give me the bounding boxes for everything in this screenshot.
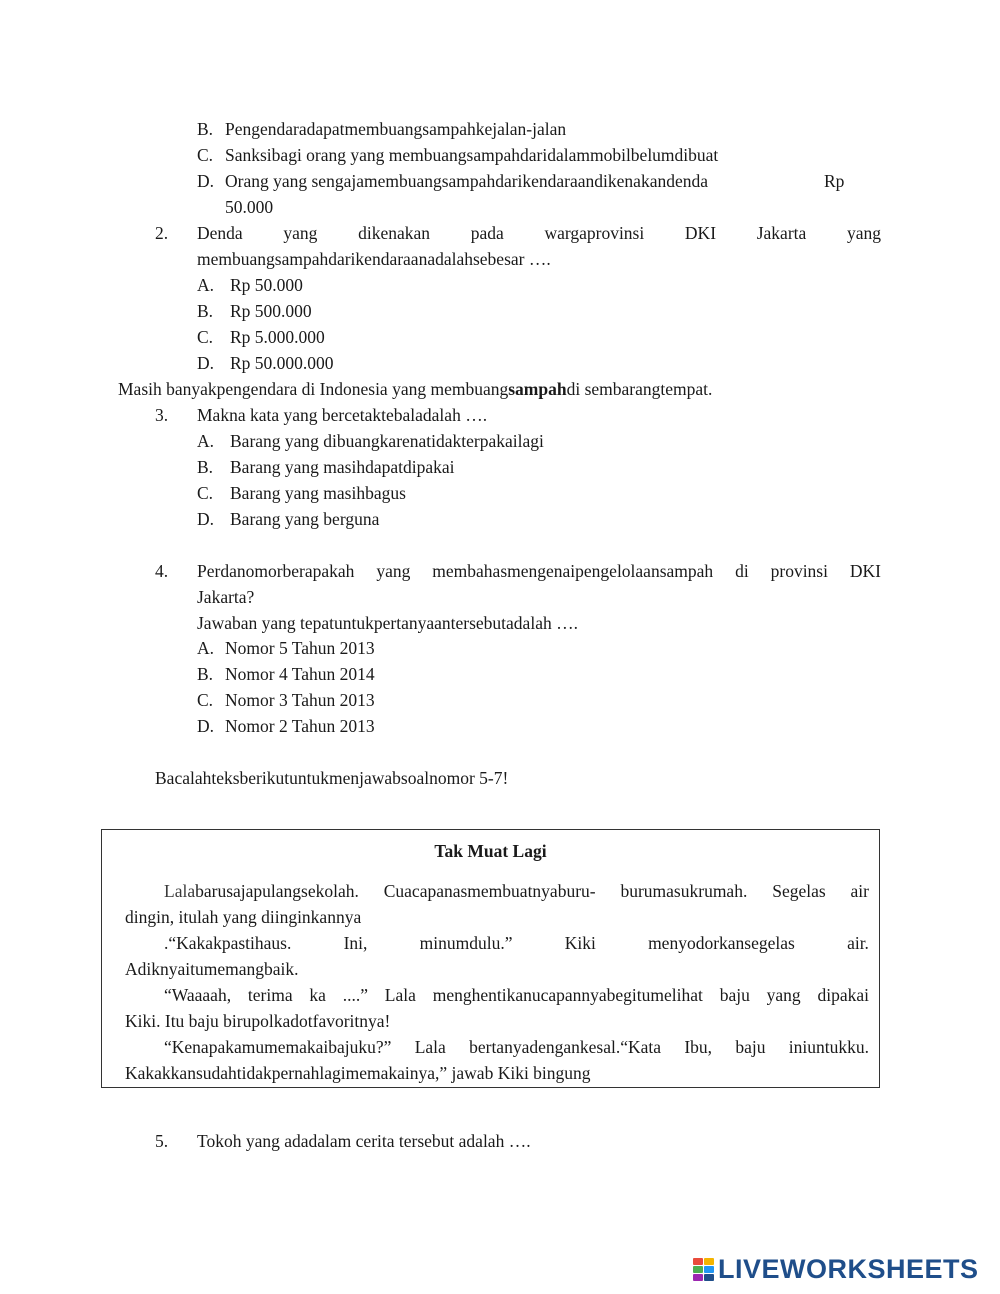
option-text: Pengendaradapatmembuangsampahkejalan-jalan bbox=[225, 119, 567, 139]
q3-option-a bbox=[197, 430, 544, 452]
option-text: Rp 50.000.000 bbox=[230, 353, 334, 373]
q2-option-a bbox=[197, 274, 303, 296]
option-text: Rp 500.000 bbox=[230, 301, 312, 321]
option-letter: C. bbox=[197, 145, 214, 165]
context-sentence bbox=[118, 378, 712, 400]
q2-word: Denda bbox=[197, 223, 243, 243]
option-text: Sanksibagi orang yang membuangsampahdaridalammobilbelumdibuat bbox=[225, 145, 719, 165]
story-p3-line2: Kiki. Itu baju birupolkadotfavoritnya! bbox=[125, 1011, 391, 1031]
logo-mark-cell bbox=[693, 1266, 703, 1273]
q2-option-d bbox=[197, 352, 334, 374]
story-word: Kiki bbox=[564, 933, 596, 953]
q3-number: 3. bbox=[155, 405, 169, 425]
option-text: Nomor 5 Tahun 2013 bbox=[225, 638, 375, 658]
option-text: Barang yang dibuangkarenatidakterpakailagi bbox=[230, 431, 544, 451]
q2-word: DKI bbox=[684, 223, 717, 243]
sentence-after: di sembarangtempat. bbox=[566, 379, 713, 399]
story-p1-line1 bbox=[164, 880, 869, 902]
q2-word: wargaprovinsi bbox=[544, 223, 645, 243]
option-text: Nomor 4 Tahun 2014 bbox=[225, 664, 375, 684]
q2-word: dikenakan bbox=[358, 223, 431, 243]
option-letter: C. bbox=[197, 483, 214, 503]
option-letter: A. bbox=[197, 275, 215, 295]
story-word: air. bbox=[847, 933, 869, 953]
q2-option-c bbox=[197, 326, 325, 348]
logo-mark-cell bbox=[693, 1274, 703, 1281]
q4-line2: Jakarta? bbox=[197, 587, 255, 607]
liveworksheets-logo bbox=[693, 1254, 979, 1284]
q4-line3: Jawaban yang tepatuntukpertanyaantersebutadalah …. bbox=[197, 613, 578, 633]
story-p1-text: barusajapulangsekolah. Cuacapanasmembuatnyaburu- burumasukrumah. Segelas air bbox=[195, 881, 869, 901]
story-name-lala: Lala bbox=[164, 881, 196, 901]
q3-option-d bbox=[197, 508, 379, 530]
q2-word: yang bbox=[846, 223, 881, 243]
option-text: Orang yang sengajamembuangsampahdarikendaraandikenakandenda bbox=[225, 171, 708, 191]
option-text: Nomor 3 Tahun 2013 bbox=[225, 690, 375, 710]
story-p3-line1: “Waaaah, terima ka ....” Lala menghentikanucapannyabegitumelihat baju yang dipakai bbox=[164, 985, 869, 1005]
liveworksheets-logo-text: LIVEWORKSHEETS bbox=[718, 1253, 979, 1284]
story-word: Ini, bbox=[343, 933, 368, 953]
story-p2-line1 bbox=[164, 932, 869, 954]
q2-word: yang bbox=[283, 223, 318, 243]
option-text: Barang yang masihbagus bbox=[230, 483, 406, 503]
q2-word: pada bbox=[470, 223, 504, 243]
logo-mark-cell bbox=[693, 1258, 703, 1265]
q4-line1: Perdanomorberapakah yang membahasmengenaipengelolaansampah di provinsi DKI bbox=[197, 561, 881, 581]
option-letter: C. bbox=[197, 690, 214, 710]
option-letter: A. bbox=[197, 431, 215, 451]
story-p4-line1: “Kenapakamumemakaibajuku?” Lala bertanyadengankesal.“Kata Ibu, baju iniuntukku. bbox=[164, 1037, 869, 1057]
q4-option-b bbox=[197, 663, 375, 685]
option-letter: D. bbox=[197, 171, 215, 191]
option-letter: B. bbox=[197, 301, 214, 321]
option-letter: B. bbox=[197, 457, 214, 477]
q2-line1 bbox=[197, 222, 881, 244]
q4-option-a bbox=[197, 637, 375, 659]
option-text: Barang yang masihdapatdipakai bbox=[230, 457, 455, 477]
q1-option-c bbox=[197, 144, 718, 166]
option-text: Rp 5.000.000 bbox=[230, 327, 325, 347]
option-text: Nomor 2 Tahun 2013 bbox=[225, 716, 375, 736]
story-p2-line2: Adiknyaitumemangbaik. bbox=[125, 959, 299, 979]
story-box bbox=[101, 829, 880, 1088]
option-letter: B. bbox=[197, 119, 214, 139]
story-title: Tak Muat Lagi bbox=[434, 841, 547, 861]
story-word: minumdulu.” bbox=[419, 933, 513, 953]
q1-option-b bbox=[197, 118, 566, 140]
story-word: .“Kakakpastihaus. bbox=[164, 933, 292, 953]
q2-word: Jakarta bbox=[756, 223, 807, 243]
q4-option-c bbox=[197, 689, 375, 711]
liveworksheets-logo-mark-icon bbox=[693, 1258, 714, 1281]
q1-option-d-tail: Rp bbox=[824, 171, 845, 191]
q5-number: 5. bbox=[155, 1131, 169, 1151]
option-letter: B. bbox=[197, 664, 214, 684]
q3-text: Makna kata yang bercetaktebaladalah …. bbox=[197, 405, 488, 425]
q5-text: Tokoh yang adadalam cerita tersebut adalah …. bbox=[197, 1131, 531, 1151]
story-p1-line2: dingin, itulah yang diinginkannya bbox=[125, 907, 362, 927]
story-p4-line2: Kakakkansudahtidakpernahlagimemakainya,” jawab Kiki bingung bbox=[125, 1063, 591, 1083]
option-letter: D. bbox=[197, 509, 215, 529]
q1-option-d bbox=[197, 170, 708, 192]
q3-option-b bbox=[197, 456, 455, 478]
story-word: menyodorkansegelas bbox=[648, 933, 795, 953]
option-text: Barang yang berguna bbox=[230, 509, 380, 529]
q2-number: 2. bbox=[155, 223, 169, 243]
q2-line2: membuangsampahdarikendaraanadalahsebesar …. bbox=[197, 249, 551, 269]
option-letter: C. bbox=[197, 327, 214, 347]
q4-option-d bbox=[197, 715, 375, 737]
option-text: Rp 50.000 bbox=[230, 275, 303, 295]
reading-instruction: Bacalahteksberikutuntukmenjawabsoalnomor 5-7! bbox=[155, 768, 509, 788]
logo-mark-cell bbox=[704, 1274, 714, 1281]
q1-option-d-cont: 50.000 bbox=[225, 197, 274, 217]
logo-mark-cell bbox=[704, 1266, 714, 1273]
option-letter: D. bbox=[197, 353, 215, 373]
sentence-before: Masih banyakpengendara di Indonesia yang membuang bbox=[118, 379, 509, 399]
option-letter: A. bbox=[197, 638, 215, 658]
q2-option-b bbox=[197, 300, 312, 322]
q3-option-c bbox=[197, 482, 406, 504]
q4-number: 4. bbox=[155, 561, 169, 581]
sentence-bold-word: sampah bbox=[508, 379, 567, 399]
logo-mark-cell bbox=[704, 1258, 714, 1265]
option-letter: D. bbox=[197, 716, 215, 736]
